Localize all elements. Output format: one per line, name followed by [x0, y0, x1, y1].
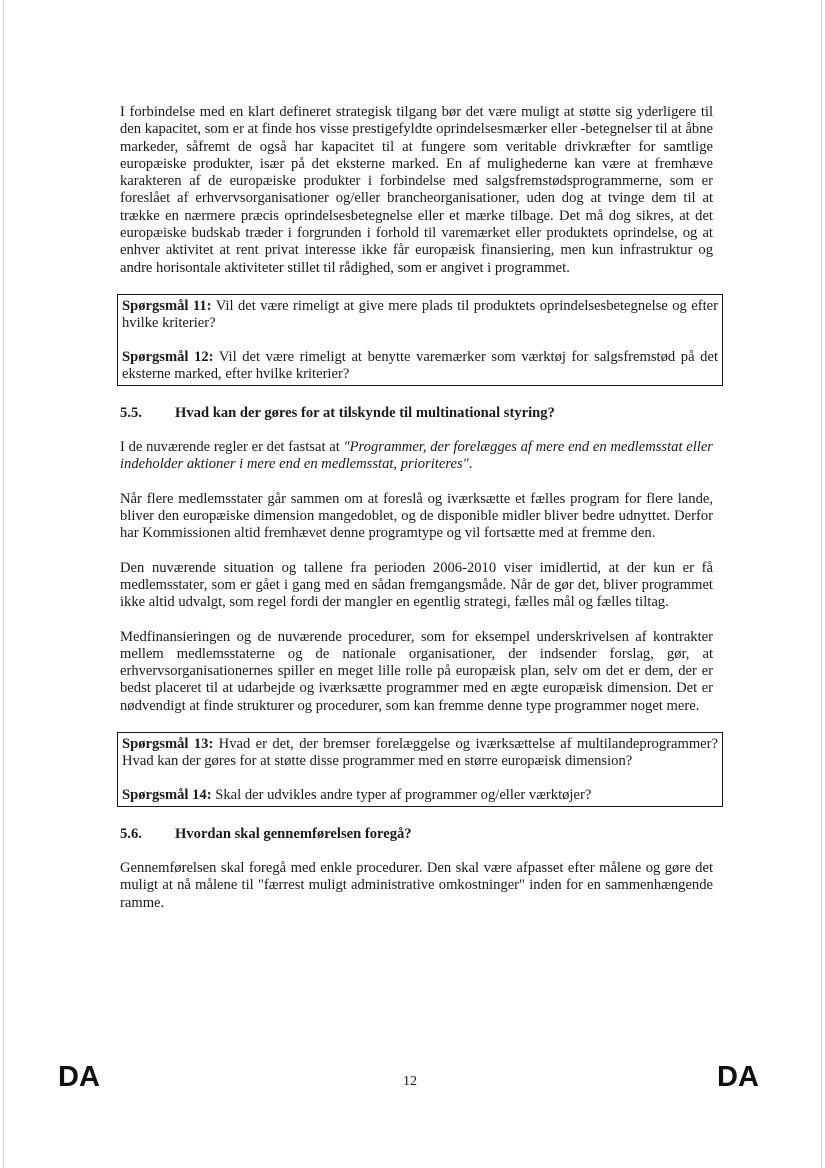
question-12-label: Spørgsmål 12:	[122, 348, 214, 365]
question-11	[122, 298, 718, 333]
section-5-5-number: 5.5.	[120, 405, 142, 422]
intro-paragraph: I forbindelse med en klart defineret strategisk tilgang bør det være muligt at støtte sig yderligere til den kapacitet, som er at finde hos visse prestigefyldte oprindelsesmærker eller -betegnelser til at åbne markeder, såfremt de også har kapacitet til at fungere som veritable drivkræfter for samtlige europæiske produkter, især på det eksterne marked. En af mulighederne kan være at fremhæve karakteren af de europæiske produkter i forbindelse med salgsfremstødsprogrammerne, som er foreslået af erhvervsorganisationer og/eller brancheorganisationer, uden dog at tvinge dem til at trække en nærmere præcis oprindelsesbetegnelse eller et mærke tilbage. Det må dog sikres, at det europæiske budskab træder i forgrunden i forhold til varemærket eller produktets oprindelse, og at enhver aktivitet at rent privat interesse ikke får europæisk finansiering, men kun infrastruktur og andre horisontale aktiviteter stillet til rådighed, som er angivet i programmet.	[120, 104, 713, 276]
paragraph-1-end: .	[468, 456, 473, 473]
question-box-13-14	[117, 732, 723, 807]
question-12-text: Vil det være rimeligt at benytte varemærker som værktøj for salgsfremstød på det eksterne marked, efter hvilke kriterier?	[122, 348, 719, 382]
section-5-6-title: Hvordan skal gennemførelsen foregå?	[175, 825, 412, 842]
question-11-label: Spørgsmål 11:	[122, 297, 212, 314]
question-13	[122, 736, 718, 771]
document-body	[120, 104, 719, 929]
question-14-label: Spørgsmål 14:	[122, 786, 212, 803]
section-5-5-title: Hvad kan der gøres for at tilskynde til multinational styring?	[175, 405, 555, 422]
question-12	[122, 349, 718, 384]
section-5-6-paragraph-1: Gennemførelsen skal foregå med enkle procedurer. Den skal være afpasset efter målene og gøre det muligt at nå målene til "færrest muligt administrative omkostninger" inden for en sammenhængende ramme.	[120, 859, 713, 911]
section-5-5-paragraph-2: Når flere medlemsstater går sammen om at foreslå og iværksætte et fælles program for flere lande, bliver den europæiske dimension mangedoblet, og de disponible midler bliver bedre udnyttet. Derfor har Kommissionen altid fremhævet denne programtype og vil fortsætte med at fremme den.	[120, 490, 713, 542]
page-number: 12	[403, 1074, 417, 1089]
paragraph-1-lead: I de nuværende regler er det fastsat at	[120, 439, 344, 456]
section-5-6-number: 5.6.	[120, 825, 142, 842]
question-14-text: Skal der udvikles andre typer af programmer og/eller værktøjer?	[211, 786, 592, 803]
question-11-text: Vil det være rimeligt at give mere plads til produktets oprindelsesbetegnelse og efter hvilke kriterier?	[122, 297, 719, 332]
section-5-5-paragraph-4: Medfinansieringen og de nuværende procedurer, som for eksempel underskrivelsen af kontrakter mellem medlemsstaterne og de nationale organisationer, der indsender forslag, gør, at erhvervsorganisationernes spiller en meget lille rolle på europæisk plan, selv om det er dem, der er bedst placeret til at udarbejde og iværksætte programmer med en ægte europæisk dimension. Det er nødvendigt at finde strukturer og procedurer, som kan fremme denne type programmer noget mere.	[120, 628, 713, 714]
question-box-11-12	[117, 294, 723, 386]
question-13-label: Spørgsmål 13:	[122, 736, 214, 753]
page-edge-left	[3, 0, 4, 1168]
section-5-6-heading	[120, 826, 713, 843]
question-13-text: Hvad er det, der bremser forelæggelse og iværksættelse af multilandeprogrammer? Hvad kan der gøres for at støtte disse programmer med en større europæisk dimension?	[122, 736, 719, 770]
language-code-right: DA	[717, 1061, 759, 1093]
question-14	[122, 787, 718, 804]
language-code-left: DA	[58, 1061, 100, 1093]
paragraph-1-quote: "Programmer, der forelægges af mere end en medlemsstat eller indeholder aktioner i mere end en medlemsstat, prioriteres"	[120, 439, 713, 473]
section-5-5-paragraph-1	[120, 439, 713, 474]
section-5-5-heading	[120, 405, 713, 422]
section-5-5-paragraph-3: Den nuværende situation og tallene fra perioden 2006-2010 viser imidlertid, at der kun er få medlemsstater, som er gået i gang med en sådan fremgangsmåde. Når de gør det, bliver programmet ikke altid udvalgt, som regel fordi der mangler en egentlig strategi, fælles mål og fælles tiltag.	[120, 559, 713, 611]
page-edge-right	[821, 0, 822, 1168]
